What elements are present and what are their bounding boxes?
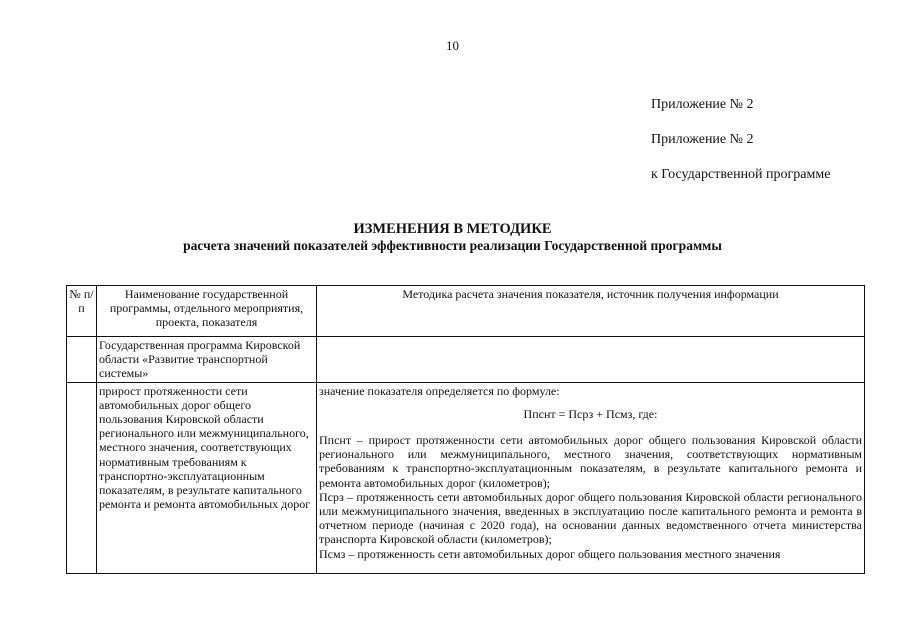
appendix-line-2: Приложение № 2 (651, 132, 754, 147)
appendix-line-3: к Государственной программе (651, 167, 831, 182)
method-intro: значение показателя определяется по формуле: (319, 383, 560, 398)
header-number: № п/п (67, 286, 97, 337)
table-row (67, 337, 865, 383)
table-row (67, 382, 865, 573)
indicator-name: прирост протяженности сети автомобильных дорог общего пользования Кировской области регионального или межмуниципального, местного значения, соответствующих нормативным требованиям к транспортно-эксплуатационным показателям, в результате капитального ремонта и ремонта автомобильных дорог (97, 382, 317, 573)
definition-psmz: Псмз – протяженность сети автомобильных дорог общего пользования местного значения (319, 546, 781, 561)
indicator-method (317, 382, 865, 573)
document-title: ИЗМЕНЕНИЯ В МЕТОДИКЕ (353, 221, 552, 237)
program-name: Государственная программа Кировской области «Развитие транспортной системы» (97, 337, 317, 383)
row-number (67, 337, 97, 383)
program-method (317, 337, 865, 383)
methodology-table (66, 285, 865, 574)
row-number (67, 382, 97, 573)
appendix-line-1: Приложение № 2 (651, 97, 754, 112)
definition-ppsnt: Ппснт – прирост протяженности сети автомобильных дорог общего пользования Кировской области регионального или межмуниципального, местного значения, соответствующих нормативным требованиям к транспортно-эксплуатационным показателям, в результате капитального ремонта и ремонта автомобильных дорог (километров); (319, 433, 862, 490)
header-name: Наименование государственной программы, отдельного мероприятия, проекта, показателя (97, 286, 317, 337)
definition-psrz: Псрз – протяженность сети автомобильных дорог общего пользования Кировской области регионального или межмуниципального значения, введенных в эксплуатацию после капитального ремонта и ремонта в отчетном периоде (начиная с 2020 года), на основании данных ведомственного отчета министерства транспорта Кировской области (километров); (319, 489, 862, 547)
header-method: Методика расчета значения показателя, источник получения информации (317, 286, 865, 337)
page-number: 10 (446, 38, 459, 53)
table-header-row (67, 286, 865, 337)
method-formula: Ппснт = Псрз + Псмз, где: (523, 406, 658, 421)
document-subtitle: расчета значений показателей эффективности реализации Государственной программы (183, 238, 722, 253)
